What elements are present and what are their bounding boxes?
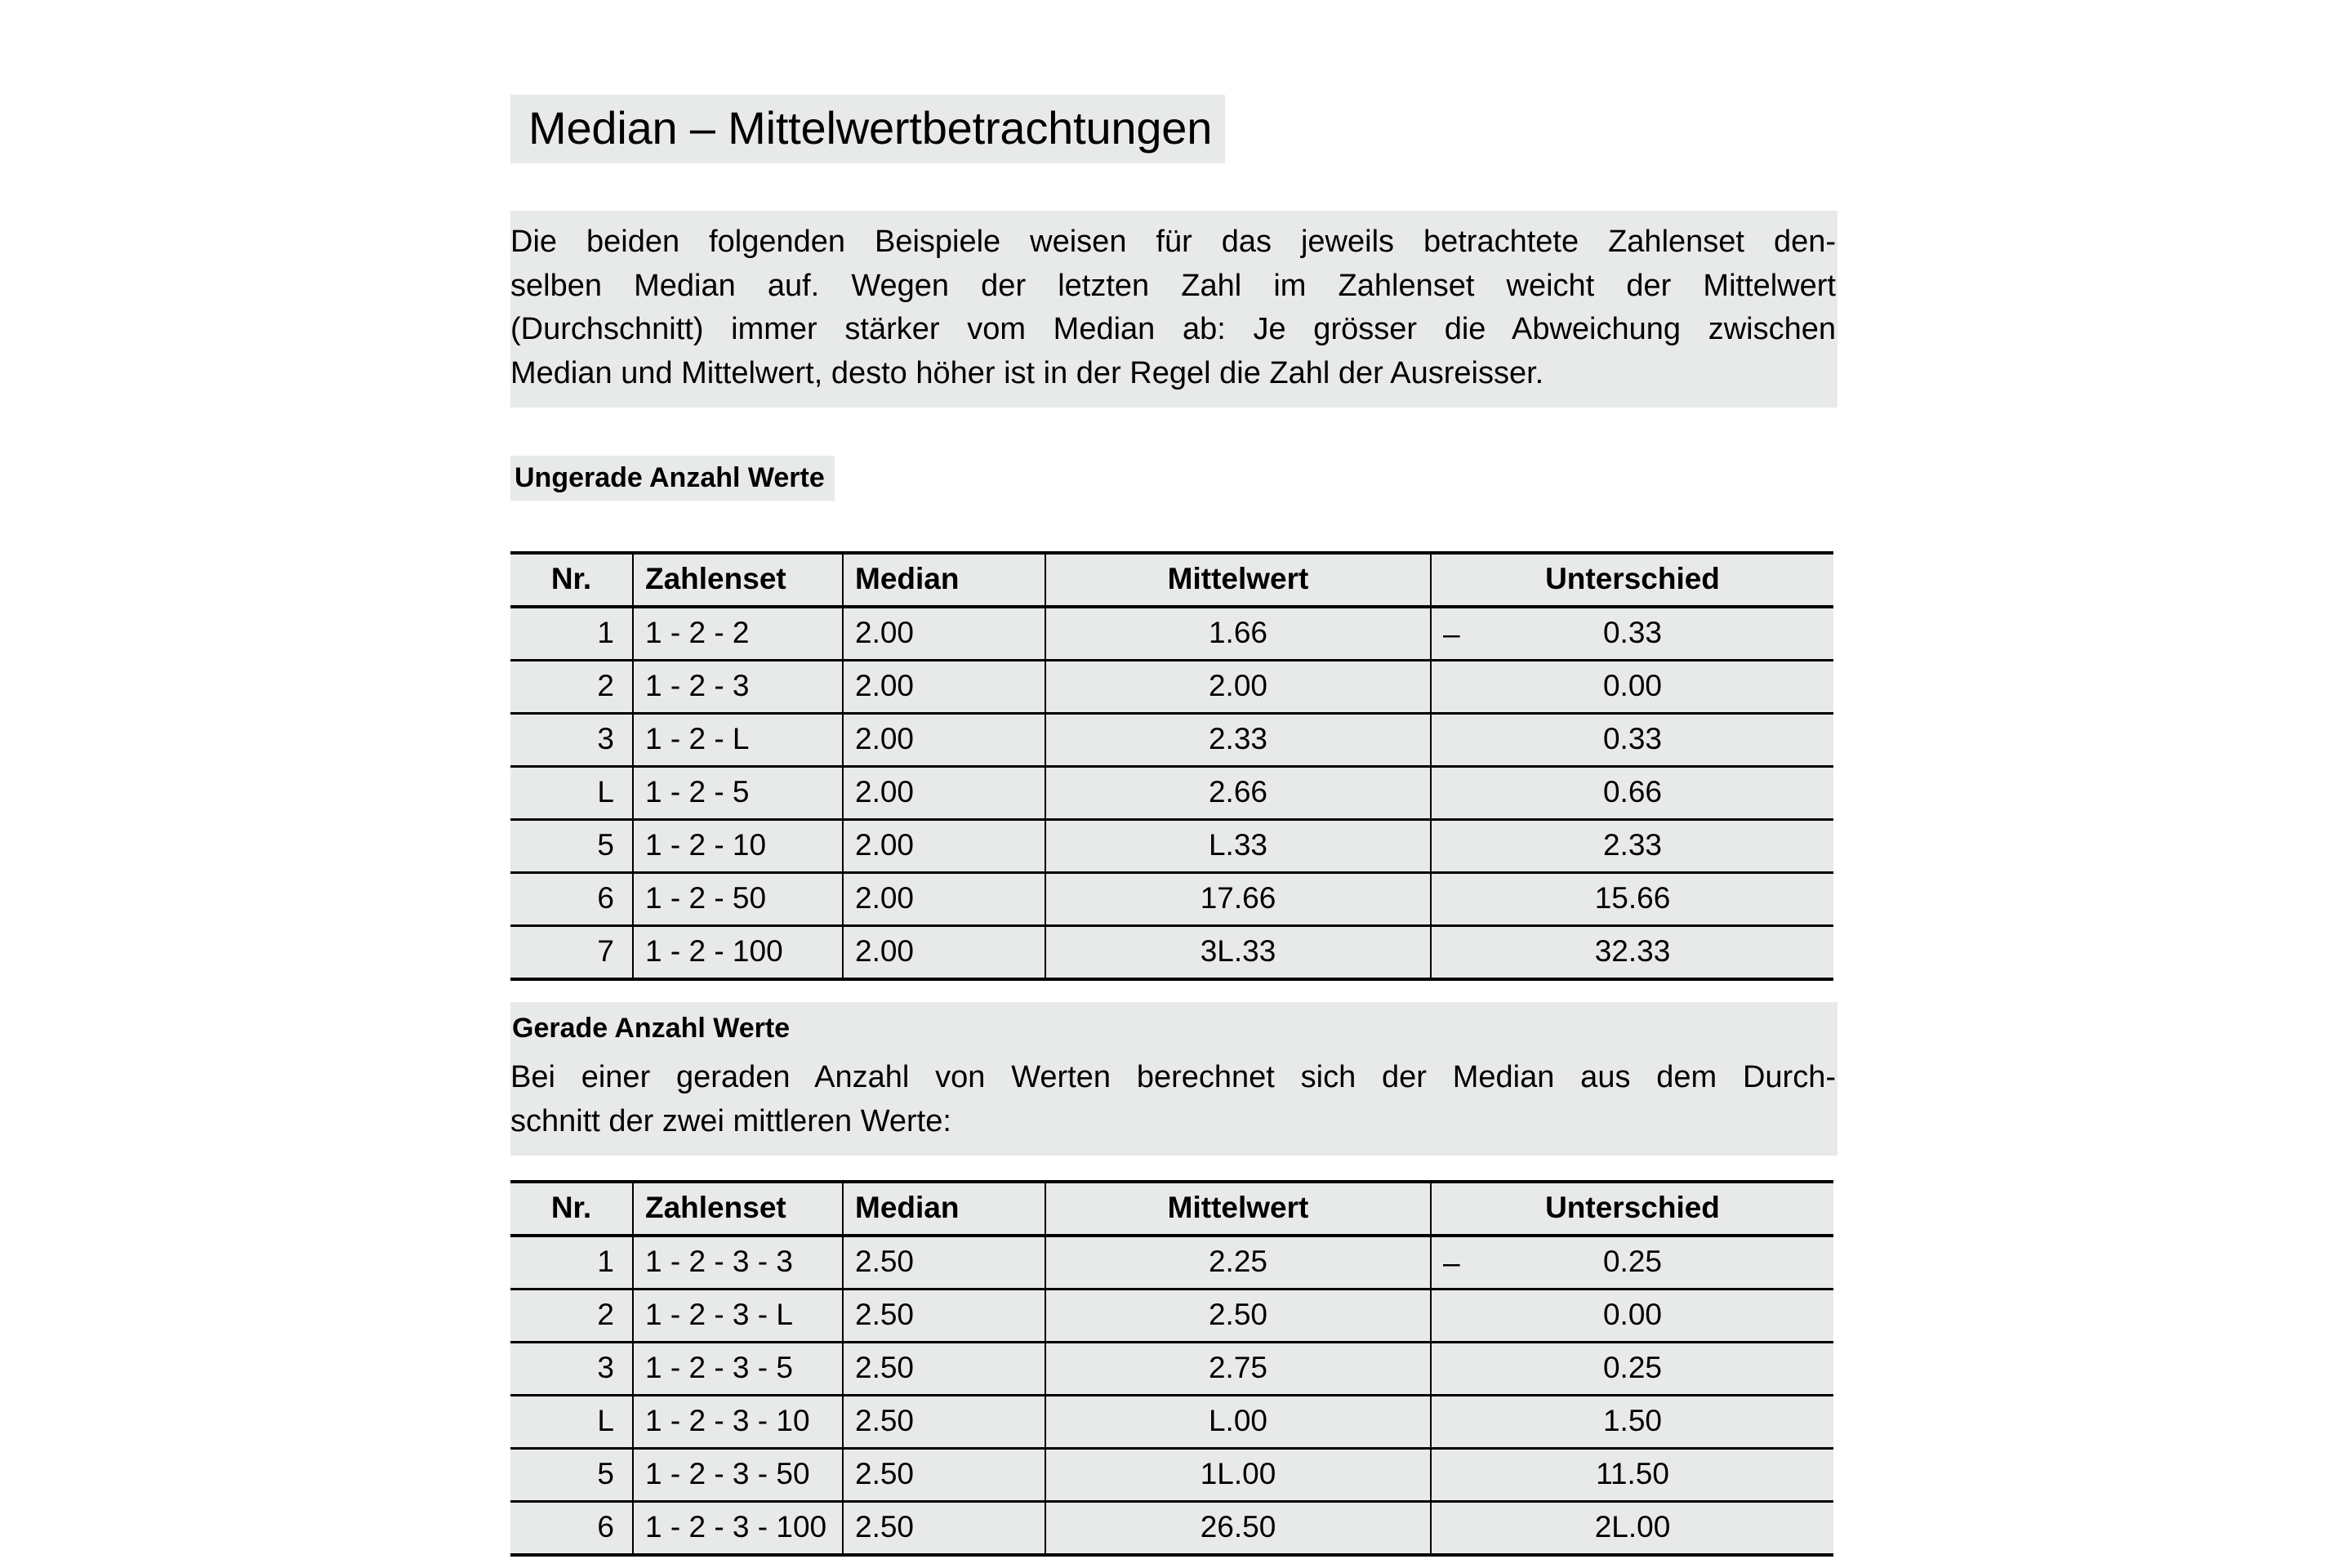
cell-unterschied (1431, 820, 1833, 873)
cell-median: 2.00 (843, 607, 1045, 661)
unterschied-value: 0.33 (1602, 722, 1662, 756)
section-even-heading: Gerade Anzahl Werte (512, 1013, 791, 1045)
cell-mittelwert: 3L.33 (1045, 926, 1431, 980)
table-header-row (510, 1182, 1833, 1236)
column-header-nr: Nr. (510, 1182, 633, 1236)
table-row (510, 820, 1833, 873)
column-header-unterschied: Unterschied (1431, 553, 1833, 607)
unterschied-value: 2.33 (1602, 828, 1662, 862)
cell-median: 2.00 (843, 873, 1045, 926)
cell-mittelwert: L.00 (1045, 1395, 1431, 1448)
cell-median: 2.50 (843, 1289, 1045, 1342)
column-header-mittelwert: Mittelwert (1045, 553, 1431, 607)
cell-median: 2.50 (843, 1448, 1045, 1501)
table-row (510, 714, 1833, 767)
table-row (510, 873, 1833, 926)
cell-median: 2.00 (843, 926, 1045, 980)
cell-nr: L (510, 767, 633, 820)
cell-median: 2.00 (843, 767, 1045, 820)
cell-mittelwert: 2.25 (1045, 1236, 1431, 1290)
cell-nr: 5 (510, 820, 633, 873)
unterschied-value: 15.66 (1594, 881, 1671, 915)
cell-mittelwert: 2.66 (1045, 767, 1431, 820)
table-row (510, 607, 1833, 661)
cell-nr: 3 (510, 714, 633, 767)
table-header-row (510, 553, 1833, 607)
intro-line-4: Median und Mittelwert, desto höher ist in der Regel die Zahl der Ausreisser. (510, 356, 1544, 391)
section-even-block (510, 1002, 1838, 1156)
table-even-body (510, 1236, 1833, 1555)
table-row (510, 1236, 1833, 1290)
unterschied-value: 0.00 (1602, 1297, 1662, 1331)
table-odd-header (510, 553, 1833, 607)
unterschied-value: 2L.00 (1594, 1509, 1671, 1544)
table-odd-body (510, 607, 1833, 979)
unterschied-value: 0.25 (1602, 1244, 1662, 1278)
cell-nr: 2 (510, 1289, 633, 1342)
column-header-zahlenset: Zahlenset (633, 1182, 843, 1236)
section-even-intro (510, 1056, 1838, 1144)
unterschied-value: 0.00 (1602, 669, 1662, 703)
section-even-intro-line-1: Bei einer geraden Anzahl von Werten berechnet sich der Median aus dem Durch- (510, 1059, 1836, 1094)
cell-zahlenset: 1 - 2 - 100 (633, 926, 843, 980)
cell-unterschied (1431, 1395, 1833, 1448)
document-content (510, 0, 1838, 1557)
cell-unterschied (1431, 1289, 1833, 1342)
cell-zahlenset: 1 - 2 - 3 - 3 (633, 1236, 843, 1290)
cell-nr: 6 (510, 873, 633, 926)
section-odd-heading: Ungerade Anzahl Werte (510, 456, 835, 501)
table-row (510, 1395, 1833, 1448)
cell-zahlenset: 1 - 2 - 3 - 5 (633, 1342, 843, 1395)
table-odd-count (510, 551, 1833, 981)
table-even-count (510, 1180, 1833, 1557)
intro-line-1: Die beiden folgenden Beispiele weisen für das jeweils betrachtete Zahlenset den- (510, 224, 1836, 259)
cell-zahlenset: 1 - 2 - 50 (633, 873, 843, 926)
cell-unterschied (1431, 1448, 1833, 1501)
negative-sign: – (1443, 1245, 1460, 1280)
cell-mittelwert: 2.33 (1045, 714, 1431, 767)
section-even-intro-line-2: schnitt der zwei mittleren Werte: (510, 1103, 951, 1138)
cell-nr: 6 (510, 1501, 633, 1555)
table-row (510, 926, 1833, 980)
cell-unterschied (1431, 873, 1833, 926)
intro-paragraph-block (510, 211, 1838, 408)
negative-sign: – (1443, 617, 1460, 651)
cell-unterschied (1431, 714, 1833, 767)
cell-unterschied (1431, 661, 1833, 714)
cell-zahlenset: 1 - 2 - 3 (633, 661, 843, 714)
cell-unterschied (1431, 767, 1833, 820)
cell-mittelwert: 1.66 (1045, 607, 1431, 661)
cell-nr: L (510, 1395, 633, 1448)
column-header-zahlenset: Zahlenset (633, 553, 843, 607)
unterschied-value: 0.33 (1602, 616, 1662, 650)
table-even-header (510, 1182, 1833, 1236)
cell-zahlenset: 1 - 2 - 3 - 10 (633, 1395, 843, 1448)
cell-mittelwert: 2.50 (1045, 1289, 1431, 1342)
title-row (510, 64, 1838, 194)
cell-zahlenset: 1 - 2 - 2 (633, 607, 843, 661)
cell-nr: 7 (510, 926, 633, 980)
cell-nr: 1 (510, 607, 633, 661)
unterschied-value: 11.50 (1596, 1456, 1669, 1490)
cell-median: 2.50 (843, 1236, 1045, 1290)
cell-zahlenset: 1 - 2 - 3 - 50 (633, 1448, 843, 1501)
cell-zahlenset: 1 - 2 - 3 - 100 (633, 1501, 843, 1555)
cell-unterschied (1431, 1236, 1833, 1290)
cell-median: 2.50 (843, 1501, 1045, 1555)
cell-median: 2.00 (843, 661, 1045, 714)
table-row (510, 1289, 1833, 1342)
column-header-nr: Nr. (510, 553, 633, 607)
unterschied-value: 32.33 (1594, 934, 1671, 969)
cell-nr: 1 (510, 1236, 633, 1290)
cell-mittelwert: L.33 (1045, 820, 1431, 873)
intro-line-2: selben Median auf. Wegen der letzten Zahl im Zahlenset weicht der Mittelwert (510, 268, 1836, 303)
cell-mittelwert: 2.00 (1045, 661, 1431, 714)
cell-mittelwert: 1L.00 (1045, 1448, 1431, 1501)
cell-median: 2.50 (843, 1395, 1045, 1448)
table-row (510, 661, 1833, 714)
cell-unterschied (1431, 926, 1833, 980)
cell-zahlenset: 1 - 2 - L (633, 714, 843, 767)
cell-nr: 5 (510, 1448, 633, 1501)
intro-paragraph (510, 220, 1838, 397)
unterschied-value: 0.66 (1602, 775, 1662, 809)
table-row (510, 767, 1833, 820)
cell-nr: 2 (510, 661, 633, 714)
column-header-mittelwert: Mittelwert (1045, 1182, 1431, 1236)
cell-zahlenset: 1 - 2 - 5 (633, 767, 843, 820)
section-odd-heading-row (510, 432, 1838, 523)
page-title: Median – Mittelwertbetrachtungen (510, 95, 1225, 164)
column-header-unterschied: Unterschied (1431, 1182, 1833, 1236)
table-row (510, 1342, 1833, 1395)
column-header-median: Median (843, 553, 1045, 607)
unterschied-value: 1.50 (1602, 1403, 1662, 1437)
cell-mittelwert: 26.50 (1045, 1501, 1431, 1555)
cell-zahlenset: 1 - 2 - 3 - L (633, 1289, 843, 1342)
cell-unterschied (1431, 1342, 1833, 1395)
table-row (510, 1501, 1833, 1555)
column-header-median: Median (843, 1182, 1045, 1236)
cell-median: 2.50 (843, 1342, 1045, 1395)
intro-line-3: (Durchschnitt) immer stärker vom Median ab: Je grösser die Abweichung zwischen (510, 312, 1836, 347)
cell-unterschied (1431, 607, 1833, 661)
cell-mittelwert: 17.66 (1045, 873, 1431, 926)
table-row (510, 1448, 1833, 1501)
cell-mittelwert: 2.75 (1045, 1342, 1431, 1395)
cell-nr: 3 (510, 1342, 633, 1395)
cell-median: 2.00 (843, 820, 1045, 873)
cell-unterschied (1431, 1501, 1833, 1555)
unterschied-value: 0.25 (1602, 1350, 1662, 1384)
cell-median: 2.00 (843, 714, 1045, 767)
cell-zahlenset: 1 - 2 - 10 (633, 820, 843, 873)
